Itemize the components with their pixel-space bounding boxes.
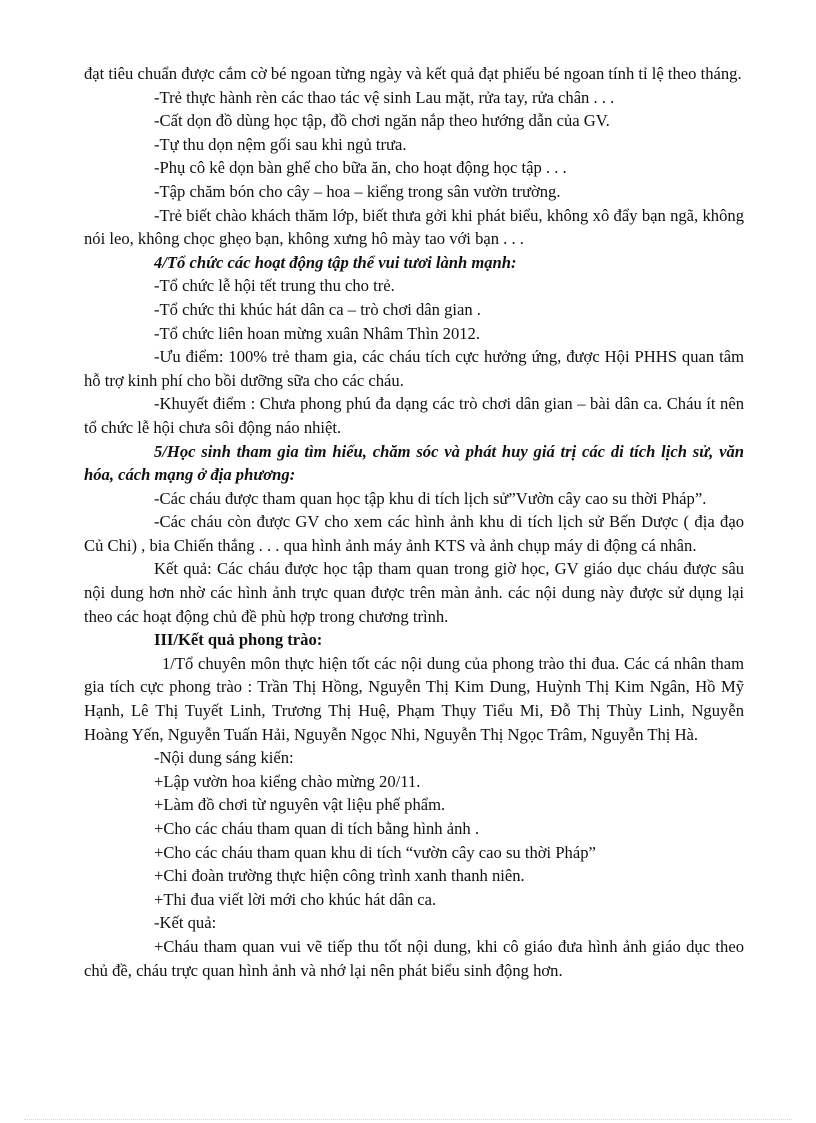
paragraph-23: +Cho các cháu tham quan di tích bằng hình ảnh .	[154, 819, 480, 838]
paragraph-15: -Các cháu được tham quan học tập khu di tích lịch sử”Vườn cây cao su thời Pháp”.	[154, 488, 707, 508]
paragraph-25: +Chi đoàn trường thực hiện công trình xanh thanh niên.	[154, 866, 525, 886]
page-bottom-divider	[24, 1119, 792, 1120]
paragraph-27: -Kết quả:	[154, 913, 217, 933]
section-heading-4: 4/Tổ chức các hoạt động tập thể vui tươi lành mạnh:	[154, 252, 517, 272]
paragraph-13: -Khuyết điểm : Chưa phong phú đa dạng các trò chơi dân gian – bài dân ca. Cháu ít nên tổ chức lễ hội chưa sôi động náo nhiệt.	[84, 394, 744, 437]
section-heading-iii: III/Kết quả phong trào:	[154, 630, 323, 650]
paragraph-2: -Trẻ thực hành rèn các thao tác vệ sinh Lau mặt, rửa tay, rửa chân . . .	[154, 87, 615, 107]
paragraph-10: -Tổ chức thi khúc hát dân ca – trò chơi dân gian .	[154, 299, 481, 319]
paragraph-28: +Cháu tham quan vui vẽ tiếp thu tốt nội dung, khi cô giáo đưa hình ảnh giáo dục theo chủ đề, cháu trực quan hình ảnh và nhớ lại nên phát biểu sinh động hơn.	[84, 936, 744, 980]
paragraph-12: -Ưu điểm: 100% trẻ tham gia, các cháu tích cực hưởng ứng, được Hội PHHS quan tâm hỗ trợ kinh phí cho bồi dưỡng sữa cho các cháu.	[84, 347, 744, 390]
paragraph-19: 1/Tổ chuyên môn thực hiện tốt các nội dung của phong trào thi đua. Các cá nhân tham gia tích cực phong trào : Trần Thị Hồng, Nguyễn Thị Kim Dung, Huỳnh Thị Kim Ngân, Hồ Mỹ Hạnh, Lê Thị Tuyết Linh, Trương Thị Huệ, Phạm Thụy Tiểu Mi, Đỗ Thị Thùy Linh, Nguyễn Hoàng Yến, Nguyễn Tuấn Hải, Nguyễn Ngọc Nhi, Nguyễn Thị Ngọc Trâm, Nguyễn Thị Hà.	[84, 653, 744, 744]
document-page	[84, 62, 744, 982]
paragraph-16: -Các cháu còn được GV cho xem các hình ảnh khu di tích lịch sử Bến Dược ( địa đạo Củ Chi) , bia Chiến thắng . . . qua hình ảnh máy ảnh KTS và ảnh chụp máy di động cá nhân.	[84, 512, 744, 555]
paragraph-20: -Nội dung sáng kiến:	[154, 748, 294, 768]
paragraph-9: -Tổ chức lễ hội tết trung thu cho trẻ.	[154, 276, 395, 296]
section-heading-5: 5/Học sinh tham gia tìm hiểu, chăm sóc và phát huy giá trị các di tích lịch sử, văn hóa, cách mạng ở địa phương:	[84, 441, 744, 485]
paragraph-6: -Tập chăm bón cho cây – hoa – kiểng trong sân vườn trường.	[154, 181, 561, 201]
paragraph-17: Kết quả: Các cháu được học tập tham quan trong giờ học, GV giáo dục cháu được sâu nội dung hơn nhờ các hình ảnh trực quan được trên màn ảnh. các nội dung này được sử dụng lại theo các hoạt động chủ đề phù hợp trong chương trình.	[84, 559, 744, 626]
paragraph-21: +Lập vườn hoa kiểng chào mừng 20/11.	[154, 771, 421, 791]
paragraph-5: -Phụ cô kê dọn bàn ghế cho bữa ăn, cho hoạt động học tập . . .	[154, 158, 567, 178]
paragraph-22: +Làm đồ chơi từ nguyên vật liệu phế phẩm.	[154, 795, 446, 815]
paragraph-26: +Thi đua viết lời mới cho khúc hát dân ca.	[154, 889, 437, 909]
paragraph-11: -Tổ chức liên hoan mừng xuân Nhâm Thìn 2012.	[154, 323, 480, 343]
paragraph-3: -Cất dọn đồ dùng học tập, đồ chơi ngăn nắp theo hướng dẫn của GV.	[154, 111, 610, 131]
paragraph-7: -Trẻ biết chào khách thăm lớp, biết thưa gởi khi phát biểu, không xô đẩy bạn ngã, không nói leo, không chọc ghẹo bạn, không xưng hô mày tao với bạn . . .	[84, 205, 744, 249]
paragraph-24: +Cho các cháu tham quan khu di tích “vườn cây cao su thời Pháp”	[154, 842, 596, 862]
paragraph-4: -Tự thu dọn nệm gối sau khi ngủ trưa.	[154, 134, 407, 154]
paragraph-1: đạt tiêu chuẩn được cắm cờ bé ngoan từng ngày và kết quả đạt phiếu bé ngoan tính tỉ lệ theo tháng.	[84, 64, 742, 83]
